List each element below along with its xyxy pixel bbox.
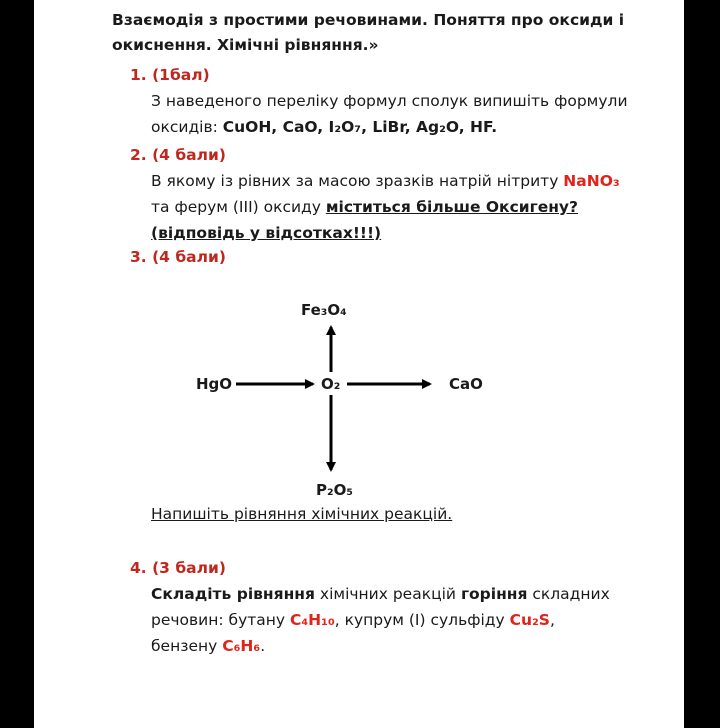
q4-line-3: бензену C₆H₆. [151,637,266,655]
q2-bold-question: міститься більше Оксигену? [325,198,579,216]
q4-line-2: речовин: бутану C₄H₁₀, купрум (І) сульфіду Cu₂S, [151,611,555,629]
q4-heading: 4. (3 бали) [130,559,226,577]
q3-heading: 3. (4 бали) [130,248,226,266]
formula-cu2s: Cu₂S [509,611,550,629]
title-line-2: окиснення. Хімічні рівняння.» [112,36,379,54]
label-cao: CaO [449,375,483,393]
q1-line-2: оксидів: CuOH, CaO, I₂O₇, LiBr, Ag₂O, HF. [151,118,498,136]
q4-line-1: Складіть рівняння хімічних реакцій горіння складних [151,585,610,603]
q3-instruction: Напишіть рівняння хімічних реакцій. [151,505,453,523]
q2-line-1: В якому із рівних за масою зразків натрій нітриту NaNO₃ [151,172,620,190]
label-fe3o4: Fe₃O₄ [301,301,347,319]
q1-heading: 1. (1бал) [130,66,210,84]
q2-heading: 2. (4 бали) [130,146,226,164]
q4-text [151,581,661,659]
q2-line-3: (відповідь у відсотках!!!) [151,224,382,242]
q1-line-1: З наведеного переліку формул сполук випишіть формули [151,92,628,110]
q2-line-2: та ферум (ІІІ) оксиду міститься більше Оксигену? [151,198,579,216]
label-o2: O₂ [321,375,341,393]
q2-formula: NaNO₃ [563,172,620,190]
label-p2o5: P₂O₅ [316,481,353,499]
formula-benzene: C₆H₆ [222,637,261,655]
title-line-1: Взаємодія з простими речовинами. Поняття про оксиди і [112,11,625,29]
label-hgo: HgO [196,375,233,393]
q1-formulas: CuOH, CaO, I₂O₇, LiBr, Ag₂O, HF. [222,118,498,136]
formula-butane: C₄H₁₀ [290,611,335,629]
